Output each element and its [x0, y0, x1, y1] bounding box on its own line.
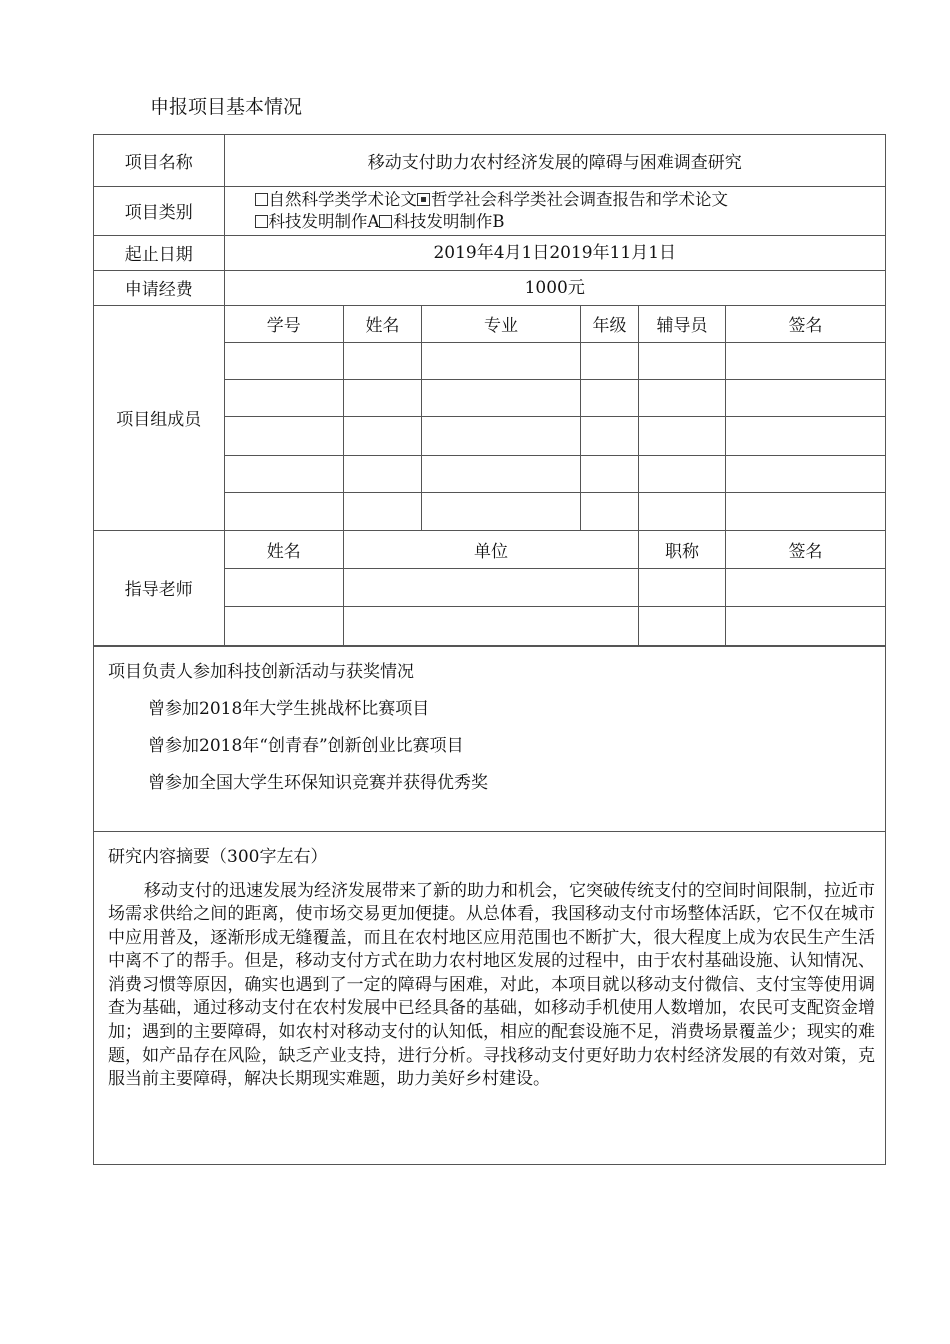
- member-cell[interactable]: [726, 380, 886, 417]
- type-option-label: 自然科学类学术论文: [268, 189, 417, 209]
- summary-text: 移动支付的迅速发展为经济发展带来了新的助力和机会，它突破传统支付的空间时间限制，拉近市场需求供给之间的距离，使市场交易更加便捷。从总体看，我国移动支付市场整体活跃，它不仅在城市中应用普及，逐渐形成无缝覆盖，而且在农村地区应用范围也不断扩大，很大程度上成为农民生产生活中离不了的帮手。但是，移动支付方式在助力农村地区发展的过程中，由于农村基础设施、认知情况、消费习惯等原因，确实也遇到了一定的障碍与困难，对此，本项目就以移动支付微信、支付宝等使用调查为基础，通过移动支付在农村发展中已经具备的基础，如移动手机使用人数增加，农民可支配资金增加；遇到的主要障碍，如农村对移动支付的认知低，相应的配套设施不足，消费场景覆盖少；现实的难题，如产品存在风险，缺乏产业支持，进行分析。寻找移动支付更好助力农村经济发展的有效对策，克服当前主要障碍，解决长期现实难题，助力美好乡村建设。: [108, 880, 875, 1090]
- advisors-cell: [224, 530, 885, 645]
- checkbox-invention-a[interactable]: [255, 215, 268, 228]
- type-option-label: 科技发明制作A: [268, 211, 380, 231]
- advisor-cell[interactable]: [225, 607, 344, 645]
- basic-info-table: [94, 135, 885, 646]
- member-cell[interactable]: [639, 380, 726, 417]
- advisor-header: 单位: [344, 531, 639, 569]
- member-cell[interactable]: [344, 456, 422, 493]
- members-header-row: [225, 306, 886, 343]
- award-item: 曾参加2018年“创青春”创新创业比赛项目: [148, 735, 464, 756]
- member-row: [225, 417, 886, 456]
- advisor-row: [225, 607, 886, 645]
- project-name-value: 移动支付助力农村经济发展的障碍与困难调查研究: [224, 135, 885, 186]
- awards-title: 项目负责人参加科技创新活动与获奖情况: [108, 661, 414, 682]
- advisor-header: 职称: [639, 531, 726, 569]
- member-row: [225, 343, 886, 380]
- award-item: 曾参加全国大学生环保知识竞赛并获得优秀奖: [148, 772, 488, 793]
- member-cell[interactable]: [225, 380, 344, 417]
- member-cell[interactable]: [225, 456, 344, 493]
- member-cell[interactable]: [581, 417, 639, 456]
- application-form: [93, 134, 886, 1165]
- member-row: [225, 380, 886, 417]
- page-heading: 申报项目基本情况: [150, 96, 303, 118]
- advisor-cell[interactable]: [225, 569, 344, 607]
- member-cell[interactable]: [726, 456, 886, 493]
- type-options-line-2: [255, 211, 886, 233]
- members-row: [94, 305, 885, 530]
- member-cell[interactable]: [639, 417, 726, 456]
- advisor-header: 签名: [726, 531, 886, 569]
- advisor-row: [225, 569, 886, 607]
- advisor-cell[interactable]: [344, 569, 639, 607]
- member-cell[interactable]: [726, 417, 886, 456]
- project-type-label: 项目类别: [94, 186, 224, 235]
- fund-value: 1000元: [224, 270, 885, 305]
- member-cell[interactable]: [726, 493, 886, 530]
- advisor-cell[interactable]: [726, 607, 886, 645]
- member-header: 姓名: [344, 306, 422, 343]
- advisor-cell[interactable]: [344, 607, 639, 645]
- award-item: 曾参加2018年大学生挑战杯比赛项目: [148, 698, 430, 719]
- member-cell[interactable]: [581, 456, 639, 493]
- advisor-cell[interactable]: [726, 569, 886, 607]
- member-cell[interactable]: [422, 343, 581, 380]
- member-cell[interactable]: [639, 456, 726, 493]
- member-cell[interactable]: [344, 493, 422, 530]
- member-cell[interactable]: [422, 456, 581, 493]
- summary-title: 研究内容摘要（300字左右）: [108, 846, 328, 867]
- member-cell[interactable]: [344, 380, 422, 417]
- member-cell[interactable]: [225, 417, 344, 456]
- member-row: [225, 493, 886, 530]
- checkbox-natural-science[interactable]: [255, 193, 268, 206]
- date-label: 起止日期: [94, 235, 224, 270]
- advisor-header: 姓名: [225, 531, 344, 569]
- type-option-label: 哲学社会科学类社会调查报告和学术论文: [431, 189, 728, 209]
- advisors-table: [225, 531, 886, 645]
- members-table: [225, 306, 886, 530]
- member-cell[interactable]: [581, 380, 639, 417]
- members-label: 项目组成员: [94, 305, 224, 530]
- member-header: 年级: [581, 306, 639, 343]
- member-header: 辅导员: [639, 306, 726, 343]
- member-cell[interactable]: [581, 493, 639, 530]
- advisor-cell[interactable]: [639, 607, 726, 645]
- member-cell[interactable]: [639, 343, 726, 380]
- member-cell[interactable]: [726, 343, 886, 380]
- member-cell[interactable]: [225, 493, 344, 530]
- member-cell[interactable]: [344, 343, 422, 380]
- advisors-header-row: [225, 531, 886, 569]
- member-cell[interactable]: [344, 417, 422, 456]
- summary-section: [94, 831, 885, 1164]
- date-value: 2019年4月1日2019年11月1日: [224, 235, 885, 270]
- member-cell[interactable]: [639, 493, 726, 530]
- member-header: 学号: [225, 306, 344, 343]
- member-cell[interactable]: [422, 380, 581, 417]
- advisors-label: 指导老师: [94, 530, 224, 645]
- member-row: [225, 456, 886, 493]
- project-name-label: 项目名称: [94, 135, 224, 186]
- members-cell: [224, 305, 885, 530]
- checkbox-invention-b[interactable]: [379, 215, 392, 228]
- member-cell[interactable]: [581, 343, 639, 380]
- member-header: 签名: [726, 306, 886, 343]
- member-cell[interactable]: [225, 343, 344, 380]
- advisor-cell[interactable]: [639, 569, 726, 607]
- date-row: [94, 235, 885, 270]
- member-cell[interactable]: [422, 493, 581, 530]
- project-name-row: [94, 135, 885, 186]
- project-type-row: [94, 186, 885, 235]
- project-type-options: [224, 186, 885, 235]
- fund-row: [94, 270, 885, 305]
- type-option-label: 科技发明制作B: [393, 211, 505, 231]
- type-options-line-1: [255, 189, 886, 211]
- member-header: 专业: [422, 306, 581, 343]
- advisors-row: [94, 530, 885, 645]
- fund-label: 申请经费: [94, 270, 224, 305]
- awards-section: [94, 646, 885, 831]
- member-cell[interactable]: [422, 417, 581, 456]
- checkbox-social-science[interactable]: [417, 193, 430, 206]
